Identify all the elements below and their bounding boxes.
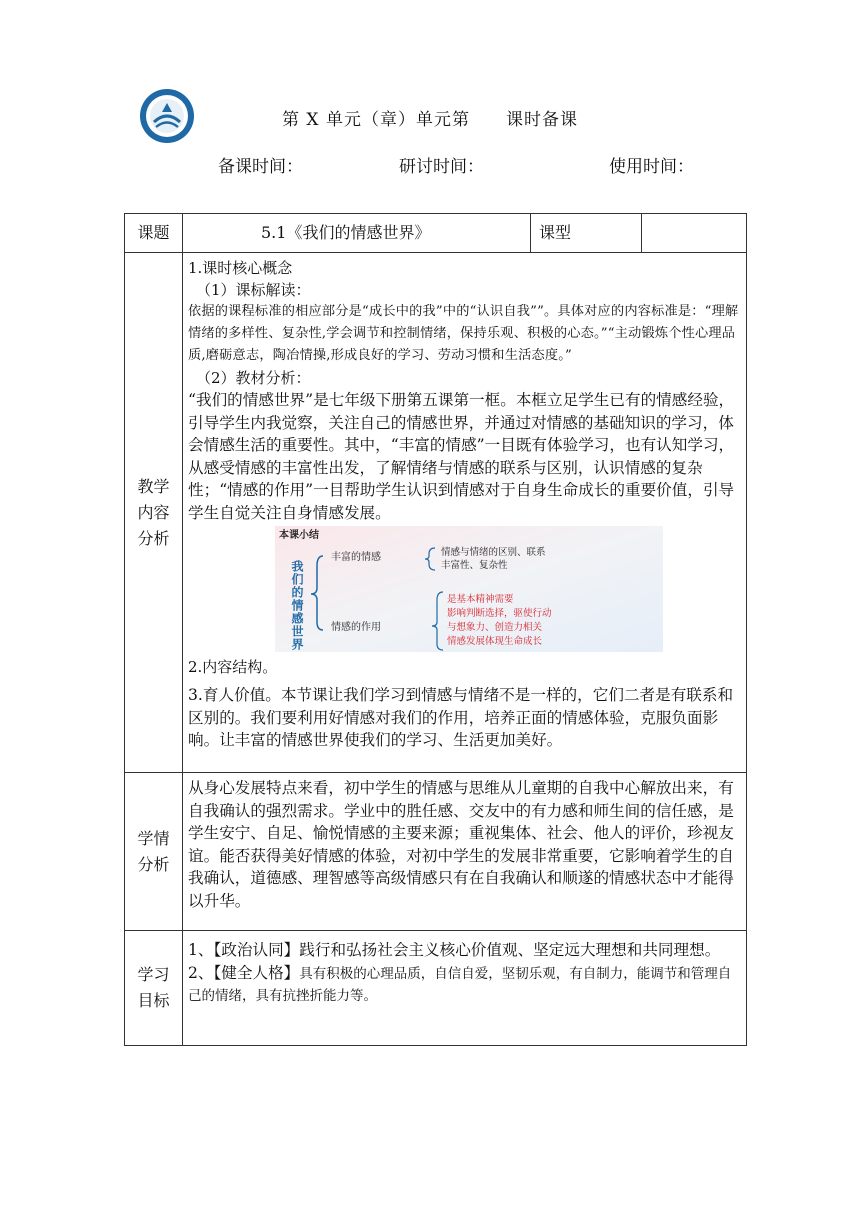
goal-1: 1、【政治认同】践行和弘扬社会主义核心价值观、坚定远大理想和共同理想。 <box>188 941 721 959</box>
textbook-subheading: （2）教材分析： <box>196 369 311 387</box>
branch2-item-1: 是基本精神需要 <box>447 594 514 605</box>
summary-root: 我们的情感世界 <box>290 560 305 651</box>
topic-value: 5.1《我们的情感世界》 <box>183 214 531 253</box>
topic-label: 课题 <box>125 214 183 253</box>
use-time-label: 使用时间： <box>609 157 694 177</box>
summary-branch2: 情感的作用 <box>331 622 382 633</box>
goal-2-heading: 2、【健全人格】 <box>188 963 300 982</box>
content-analysis-cell <box>183 253 747 773</box>
student-analysis-label: 学情 分析 <box>125 773 183 931</box>
student-analysis-row <box>125 773 747 931</box>
standard-text: 依据的课程标准的相应部分是“成长中的我”中的“认识自我””。具体对应的内容标准是：“理解情绪的多样性、复杂性,学会调节和控制情绪，保持乐观、积极的心态。”“主动锻炼个性心理品质,磨砺意志，陶冶情操,形成良好的学习、劳动习惯和生活态度。” <box>188 304 739 363</box>
topic-row <box>125 214 747 253</box>
branch2-item-4: 情感发展体现生命成长 <box>447 636 543 647</box>
title-right: 课时备课 <box>505 110 578 130</box>
page-title <box>0 105 860 130</box>
content-analysis-label: 教学 内容 分析 <box>125 253 183 773</box>
content-structure-block <box>188 526 741 676</box>
content-analysis-row <box>125 253 747 773</box>
branch2-item-3: 与想象力、创造力相关 <box>447 622 543 633</box>
type-value <box>642 214 747 253</box>
branch2-item-2: 影响判断选择，驱使行动 <box>447 608 552 619</box>
discuss-time-label: 研讨时间： <box>399 157 484 177</box>
type-label: 课型 <box>531 214 642 253</box>
summary-heading: 本课小结 <box>279 530 320 541</box>
learning-goals-cell <box>183 931 747 1046</box>
student-analysis-text: 从身心发展特点来看，初中学生的情感与思维从儿童期的自我中心解放出来，有自我确认的强烈需求。学业中的胜任感、交友中的有力感和师生间的信任感，是学生安宁、自足、愉悦情感的主要来源；重视集体、社会、他人的评价，珍视友谊。能否获得美好情感的体验，对初中学生的发展非常重要，它影响着学生的自我确认，道德感、理智感等高级情感只有在自我确认和顺遂的情感状态中才能得以升华。 <box>183 773 747 931</box>
lesson-plan-table <box>124 213 747 1046</box>
branch1-item-1: 情感与情绪的区别、联系 <box>441 547 546 558</box>
textbook-text: “我们的情感世界”是七年级下册第五课第一框。本框立足学生已有的情感经验，引导学生内我觉察，关注自己的情感世界，并通过对情感的基础知识的学习，体会情感生活的重要性。其中，“丰富的情感”一目既有体验学习，也有认知学习，从感受情感的丰富性出发，了解情绪与情感的联系与区别，认识情感的复杂性；“情感的作用”一目帮助学生认识到情感对于自身生命成长的重要价值，引导学生自觉关注自身情感发展。 <box>188 391 735 522</box>
standard-subheading: （1）课标解读： <box>196 281 311 299</box>
title-left: 第 X 单元（章）单元第 <box>282 110 470 130</box>
education-value-text: 3.育人价值。本节课让我们学习到情感与情绪不是一样的，它们二者是有联系和区别的。我们要利用好情感对我们的作用，培养正面的情感体验，克服负面影响。让丰富的情感世界使我们的学习、生活更加美好。 <box>188 686 734 749</box>
structure-heading: 2.内容结构。 <box>188 658 278 676</box>
branch1-item-2: 丰富性、复杂性 <box>441 560 508 571</box>
learning-goals-label: 学习 目标 <box>125 931 183 1046</box>
summary-branch1: 丰富的情感 <box>331 552 382 563</box>
goal-2-text: 具有积极的心理品质，自信自爱，坚韧乐观，有自制力，能调节和管理自己的情绪，具有抗挫折能力等。 <box>188 965 732 1004</box>
learning-goals-row <box>125 931 747 1046</box>
lesson-summary-diagram <box>275 526 663 652</box>
prep-time-label: 备课时间： <box>218 157 303 177</box>
core-concept-heading: 1.课时核心概念 <box>188 259 293 277</box>
